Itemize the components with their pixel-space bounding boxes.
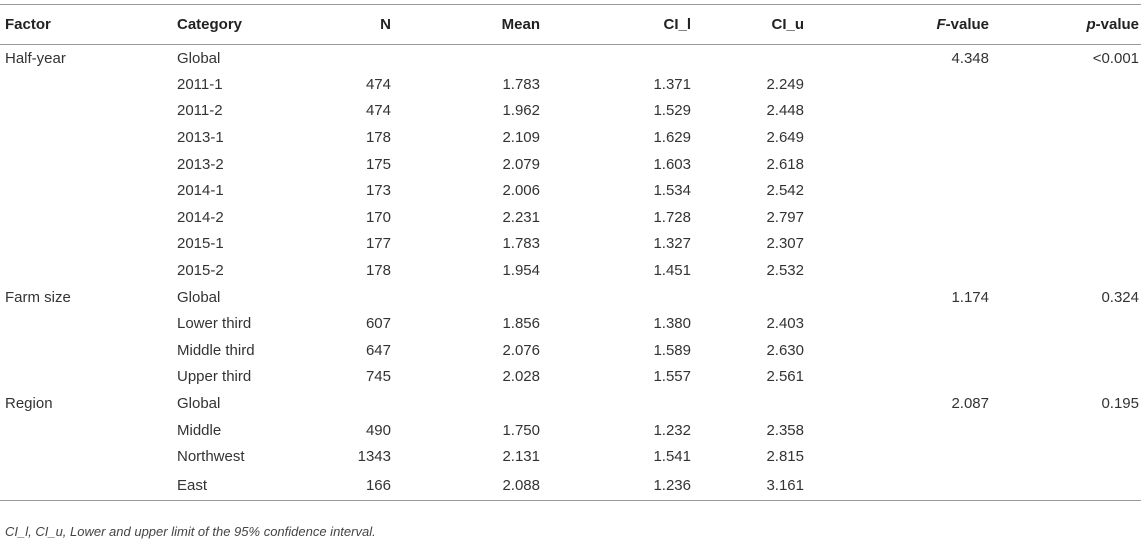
cell-category: Northwest — [177, 448, 245, 466]
cell-category: 2014-2 — [177, 208, 224, 226]
cell-factor — [0, 98, 177, 125]
cell-factor — [0, 470, 177, 501]
cell-n: 474 — [365, 75, 391, 93]
cell-p-value: 0.324 — [1101, 288, 1139, 306]
cell-f-value: 4.348 — [951, 49, 989, 67]
cell-category: East — [177, 470, 327, 501]
table-row — [0, 390, 1141, 417]
header-p-italic: p — [1086, 16, 1096, 33]
cell-p-value — [989, 337, 1141, 364]
cell-mean — [391, 284, 540, 311]
cell-f-value — [804, 337, 989, 364]
cell-ci-upper: 3.161 — [691, 470, 804, 501]
cell-factor — [0, 231, 177, 258]
cell-p-value — [989, 417, 1141, 444]
cell-ci-lower: 1.380 — [653, 315, 691, 333]
cell-n: 175 — [365, 155, 391, 173]
cell-ci-upper: 2.649 — [766, 129, 804, 147]
cell-category: Upper third — [177, 368, 252, 386]
cell-ci-upper — [691, 390, 804, 417]
cell-ci-lower: 1.541 — [653, 448, 691, 466]
cell-mean: 2.006 — [502, 182, 540, 200]
cell-factor — [0, 310, 177, 337]
cell-mean: 2.131 — [502, 448, 540, 466]
cell-category: Global — [177, 288, 221, 306]
cell-factor: Farm size — [5, 288, 71, 306]
cell-p-value — [989, 204, 1141, 231]
cell-category: 2015-1 — [177, 235, 224, 253]
cell-p-value — [989, 151, 1141, 178]
cell-f-value: 2.087 — [951, 395, 989, 413]
header-p-value — [989, 5, 1141, 45]
cell-n: 178 — [365, 262, 391, 280]
cell-mean: 1.962 — [502, 102, 540, 120]
header-ci-lower: CI_l — [540, 5, 691, 45]
cell-p-value — [989, 443, 1141, 470]
cell-p-value: 0.195 — [1101, 395, 1139, 413]
cell-ci-lower: 1.236 — [540, 470, 691, 501]
table-row — [0, 417, 1141, 444]
cell-mean: 2.079 — [502, 155, 540, 173]
cell-ci-upper — [691, 45, 804, 72]
cell-f-value — [804, 310, 989, 337]
cell-ci-upper: 2.249 — [766, 75, 804, 93]
table-row — [0, 98, 1141, 125]
table-row — [0, 71, 1141, 98]
table-row — [0, 364, 1141, 391]
cell-p-value: <0.001 — [1092, 49, 1139, 67]
cell-f-value — [804, 470, 989, 501]
cell-ci-upper: 2.358 — [766, 421, 804, 439]
cell-f-value — [804, 257, 989, 284]
cell-category: Middle — [177, 421, 222, 439]
table-row — [0, 337, 1141, 364]
cell-n: 173 — [365, 182, 391, 200]
cell-factor — [0, 124, 177, 151]
cell-factor — [0, 257, 177, 284]
cell-f-value — [804, 417, 989, 444]
cell-n — [327, 284, 391, 311]
cell-mean: 2.028 — [502, 368, 540, 386]
cell-p-value — [989, 71, 1141, 98]
cell-n: 177 — [365, 235, 391, 253]
cell-category: Lower third — [177, 315, 252, 333]
cell-ci-upper: 2.815 — [766, 448, 804, 466]
cell-mean: 1.750 — [502, 421, 540, 439]
cell-category: 2013-2 — [177, 155, 224, 173]
cell-f-value — [804, 151, 989, 178]
cell-ci-upper: 2.630 — [766, 341, 804, 359]
cell-n — [327, 45, 391, 72]
table-row — [0, 310, 1141, 337]
cell-mean: 1.783 — [502, 235, 540, 253]
table-row — [0, 257, 1141, 284]
cell-f-value — [804, 364, 989, 391]
cell-ci-lower: 1.603 — [653, 155, 691, 173]
cell-ci-upper: 2.542 — [766, 182, 804, 200]
table-row — [0, 177, 1141, 204]
cell-category: 2013-1 — [177, 129, 224, 147]
cell-f-value — [804, 204, 989, 231]
cell-factor — [0, 204, 177, 231]
cell-ci-upper: 2.797 — [766, 208, 804, 226]
header-n: N — [327, 5, 391, 45]
cell-factor — [0, 417, 177, 444]
cell-mean: 1.954 — [502, 262, 540, 280]
cell-n: 647 — [365, 341, 391, 359]
cell-f-value — [804, 98, 989, 125]
header-ci-upper: CI_u — [691, 5, 804, 45]
cell-mean: 2.088 — [391, 470, 540, 501]
header-factor: Factor — [0, 5, 177, 45]
header-f-rest: -value — [945, 16, 989, 33]
table-row — [0, 124, 1141, 151]
cell-ci-upper: 2.618 — [766, 155, 804, 173]
header-row — [0, 5, 1141, 45]
cell-n: 474 — [365, 102, 391, 120]
statistics-table — [0, 4, 1141, 501]
cell-factor — [0, 71, 177, 98]
cell-ci-lower: 1.534 — [653, 182, 691, 200]
cell-n: 1343 — [357, 448, 391, 466]
cell-factor — [0, 364, 177, 391]
cell-f-value: 1.174 — [951, 288, 989, 306]
cell-category: Global — [177, 49, 221, 67]
table-footnote: CI_l, CI_u, Lower and upper limit of the 95% confidence interval. — [5, 524, 376, 539]
cell-ci-upper: 2.403 — [766, 315, 804, 333]
cell-ci-upper — [691, 284, 804, 311]
cell-ci-lower — [540, 45, 691, 72]
cell-mean — [391, 45, 540, 72]
cell-p-value — [989, 470, 1141, 501]
header-f-value — [804, 5, 989, 45]
cell-ci-upper: 2.532 — [766, 262, 804, 280]
cell-n: 166 — [327, 470, 391, 501]
cell-f-value — [804, 443, 989, 470]
cell-ci-lower: 1.589 — [653, 341, 691, 359]
cell-mean: 2.231 — [502, 208, 540, 226]
header-p-rest: -value — [1095, 16, 1139, 33]
cell-factor — [0, 151, 177, 178]
cell-p-value — [989, 231, 1141, 258]
table-row — [0, 231, 1141, 258]
header-f-italic: F — [936, 16, 946, 33]
cell-f-value — [804, 177, 989, 204]
cell-p-value — [989, 98, 1141, 125]
cell-mean: 1.856 — [502, 315, 540, 333]
cell-p-value — [989, 257, 1141, 284]
cell-category: 2011-2 — [177, 102, 223, 120]
cell-category: 2011-1 — [177, 75, 223, 93]
cell-p-value — [989, 310, 1141, 337]
cell-p-value — [989, 124, 1141, 151]
table-row — [0, 204, 1141, 231]
table-body — [0, 45, 1141, 501]
cell-p-value — [989, 177, 1141, 204]
cell-category: Global — [177, 395, 221, 413]
cell-factor — [0, 177, 177, 204]
cell-mean: 1.783 — [502, 75, 540, 93]
cell-n: 745 — [365, 368, 391, 386]
cell-category: 2015-2 — [177, 262, 224, 280]
header-category: Category — [177, 5, 327, 45]
table-row — [0, 151, 1141, 178]
cell-ci-lower: 1.327 — [653, 235, 691, 253]
table-row — [0, 470, 1141, 501]
cell-n: 170 — [365, 208, 391, 226]
cell-f-value — [804, 71, 989, 98]
cell-ci-lower: 1.557 — [653, 368, 691, 386]
cell-n: 178 — [365, 129, 391, 147]
cell-ci-lower: 1.728 — [653, 208, 691, 226]
cell-n: 607 — [365, 315, 391, 333]
cell-ci-lower: 1.629 — [653, 129, 691, 147]
cell-n — [327, 390, 391, 417]
cell-ci-upper: 2.561 — [766, 368, 804, 386]
table-row — [0, 443, 1141, 470]
cell-ci-lower — [540, 390, 691, 417]
cell-ci-upper: 2.307 — [766, 235, 804, 253]
cell-f-value — [804, 124, 989, 151]
cell-ci-lower: 1.529 — [653, 102, 691, 120]
cell-ci-lower: 1.451 — [653, 262, 691, 280]
cell-f-value — [804, 231, 989, 258]
cell-mean: 2.076 — [502, 341, 540, 359]
table-row — [0, 284, 1141, 311]
cell-category: 2014-1 — [177, 182, 224, 200]
cell-factor: Half-year — [5, 49, 66, 67]
cell-ci-upper: 2.448 — [766, 102, 804, 120]
header-mean: Mean — [391, 5, 540, 45]
table-header — [0, 5, 1141, 45]
cell-mean: 2.109 — [502, 129, 540, 147]
cell-ci-lower: 1.232 — [653, 421, 691, 439]
cell-category: Middle third — [177, 341, 255, 359]
cell-ci-lower: 1.371 — [653, 75, 691, 93]
cell-mean — [391, 390, 540, 417]
cell-factor — [0, 443, 177, 470]
table-row — [0, 45, 1141, 72]
cell-factor — [0, 337, 177, 364]
cell-factor: Region — [5, 395, 53, 413]
cell-n: 490 — [365, 421, 391, 439]
cell-ci-lower — [540, 284, 691, 311]
cell-p-value — [989, 364, 1141, 391]
